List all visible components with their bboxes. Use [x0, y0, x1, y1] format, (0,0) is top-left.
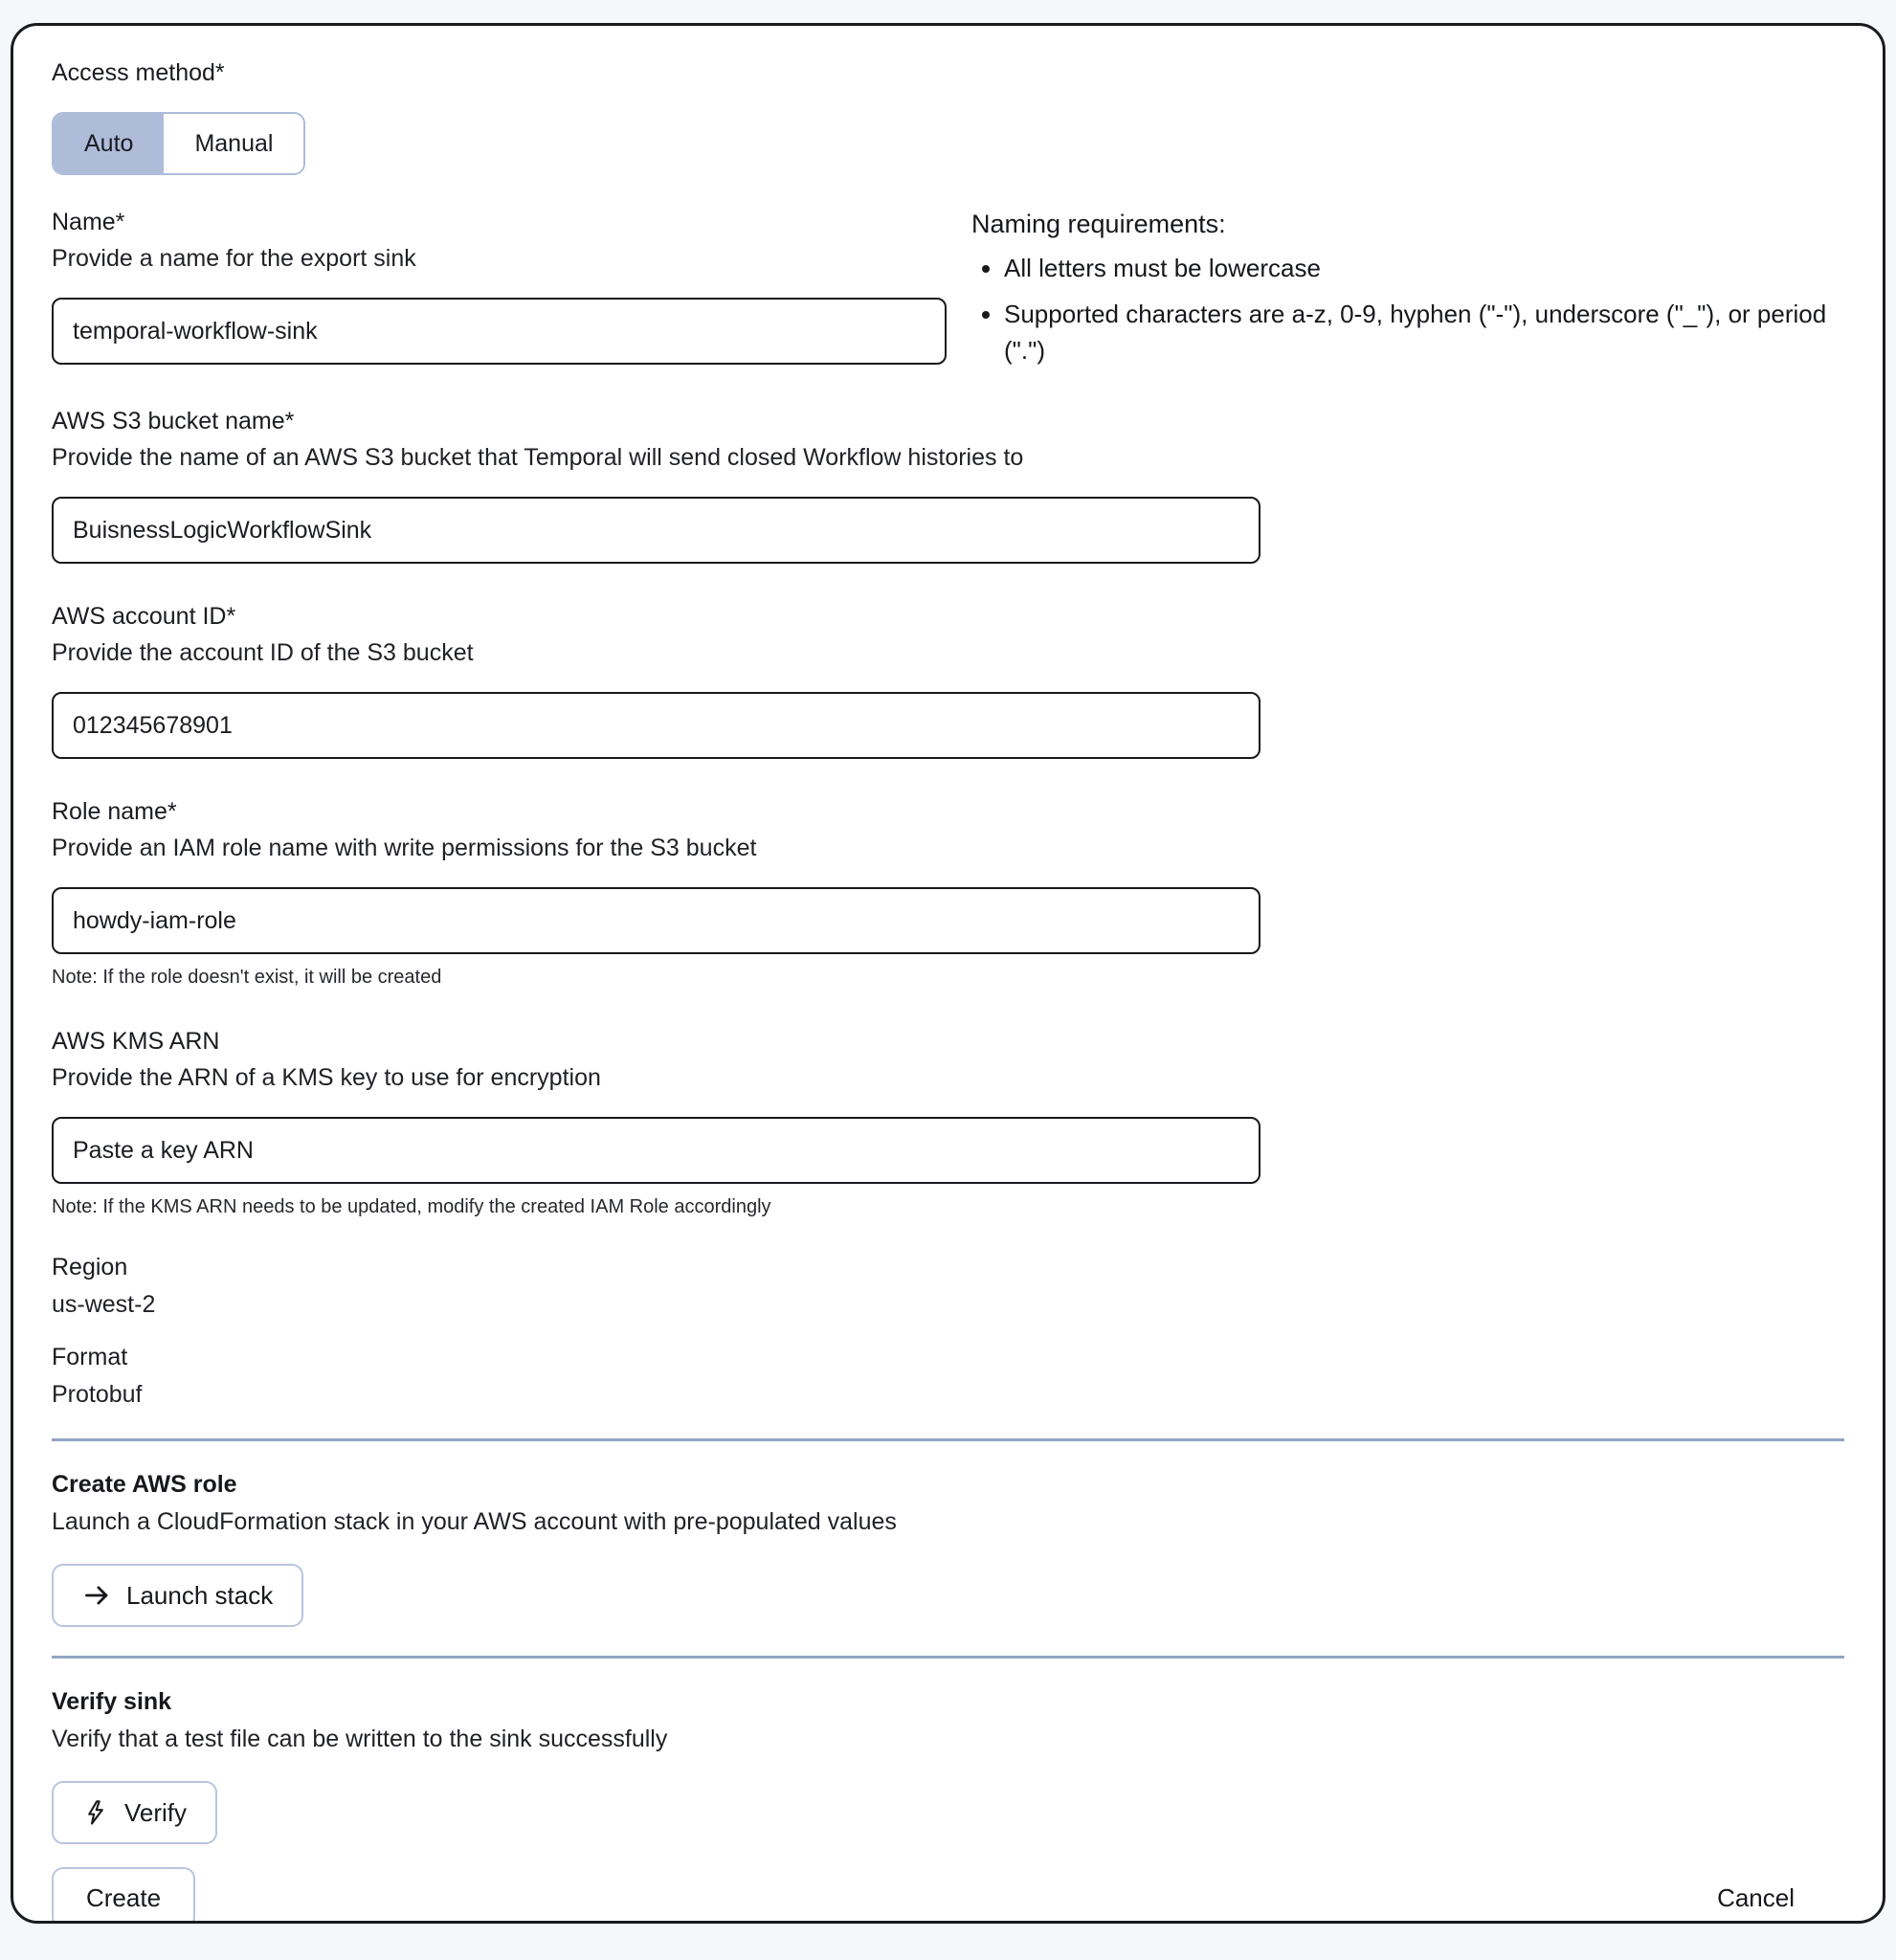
access-method-toggle: [52, 112, 305, 175]
account-id-input[interactable]: [52, 692, 1260, 759]
region-value: us-west-2: [52, 1291, 156, 1318]
verify-sink-description: Verify that a test file can be written to the sink successfully: [52, 1726, 668, 1752]
verify-button[interactable]: [52, 1781, 217, 1844]
region-label: Region: [52, 1254, 128, 1281]
kms-arn-input[interactable]: [52, 1117, 1260, 1184]
arrow-right-icon: [82, 1581, 111, 1610]
format-label: Format: [52, 1344, 128, 1370]
account-id-field-group: [52, 602, 1844, 759]
create-button[interactable]: Create: [52, 1867, 195, 1924]
role-name-field-group: [52, 797, 1844, 989]
lightning-bolt-icon: [82, 1799, 109, 1826]
s3-bucket-input[interactable]: [52, 497, 1260, 564]
section-divider: [52, 1438, 1844, 1441]
naming-requirement-item: • Supported characters are a-z, 0-9, hyphen ("-"), underscore ("_"), or period ("."): [1004, 296, 1844, 368]
name-field-group: [52, 208, 947, 368]
kms-arn-label: AWS KMS ARN: [52, 1028, 220, 1055]
name-input[interactable]: [52, 298, 947, 365]
naming-requirement-item: • All letters must be lowercase: [1004, 250, 1844, 286]
access-method-auto-option[interactable]: Auto: [54, 114, 164, 173]
create-aws-role-description: Launch a CloudFormation stack in your AWS account with pre-populated values: [52, 1508, 897, 1535]
access-method-manual-option[interactable]: Manual: [164, 114, 303, 173]
verify-sink-section: [52, 1687, 1844, 1844]
section-divider: [52, 1656, 1844, 1659]
account-id-description: Provide the account ID of the S3 bucket: [52, 639, 474, 666]
role-name-note: Note: If the role doesn't exist, it will be created: [52, 967, 442, 988]
s3-bucket-description: Provide the name of an AWS S3 bucket that Temporal will send closed Workflow histories to: [52, 444, 1024, 471]
naming-requirements-title: Naming requirements:: [971, 210, 1226, 238]
create-aws-role-section: [52, 1470, 1844, 1627]
verify-button-label: Verify: [124, 1797, 188, 1827]
name-and-requirements-row: [52, 208, 1844, 368]
name-description: Provide a name for the export sink: [52, 245, 416, 272]
launch-stack-button-label: Launch stack: [126, 1580, 274, 1610]
role-name-input[interactable]: [52, 887, 1260, 954]
create-aws-role-title: Create AWS role: [52, 1471, 237, 1498]
role-name-label: Role name*: [52, 798, 177, 825]
account-id-label: AWS account ID*: [52, 603, 236, 630]
region-block: [52, 1253, 1844, 1320]
role-name-description: Provide an IAM role name with write permissions for the S3 bucket: [52, 835, 757, 861]
s3-bucket-label: AWS S3 bucket name*: [52, 408, 295, 434]
cancel-button[interactable]: Cancel: [1717, 1882, 1795, 1912]
export-sink-form-card: [11, 23, 1885, 1924]
access-method-label: Access method*: [52, 59, 225, 86]
verify-sink-title: Verify sink: [52, 1688, 172, 1715]
kms-arn-field-group: [52, 1027, 1844, 1218]
form-footer: [52, 1867, 1844, 1924]
kms-arn-note: Note: If the KMS ARN needs to be updated, modify the created IAM Role accordingly: [52, 1196, 771, 1217]
naming-requirements: [971, 208, 1844, 368]
name-label: Name*: [52, 209, 125, 235]
naming-requirements-list: [971, 250, 1844, 368]
launch-stack-button[interactable]: [52, 1564, 303, 1627]
s3-bucket-field-group: [52, 407, 1844, 564]
format-block: [52, 1343, 1844, 1410]
format-value: Protobuf: [52, 1381, 143, 1408]
kms-arn-description: Provide the ARN of a KMS key to use for encryption: [52, 1064, 601, 1091]
